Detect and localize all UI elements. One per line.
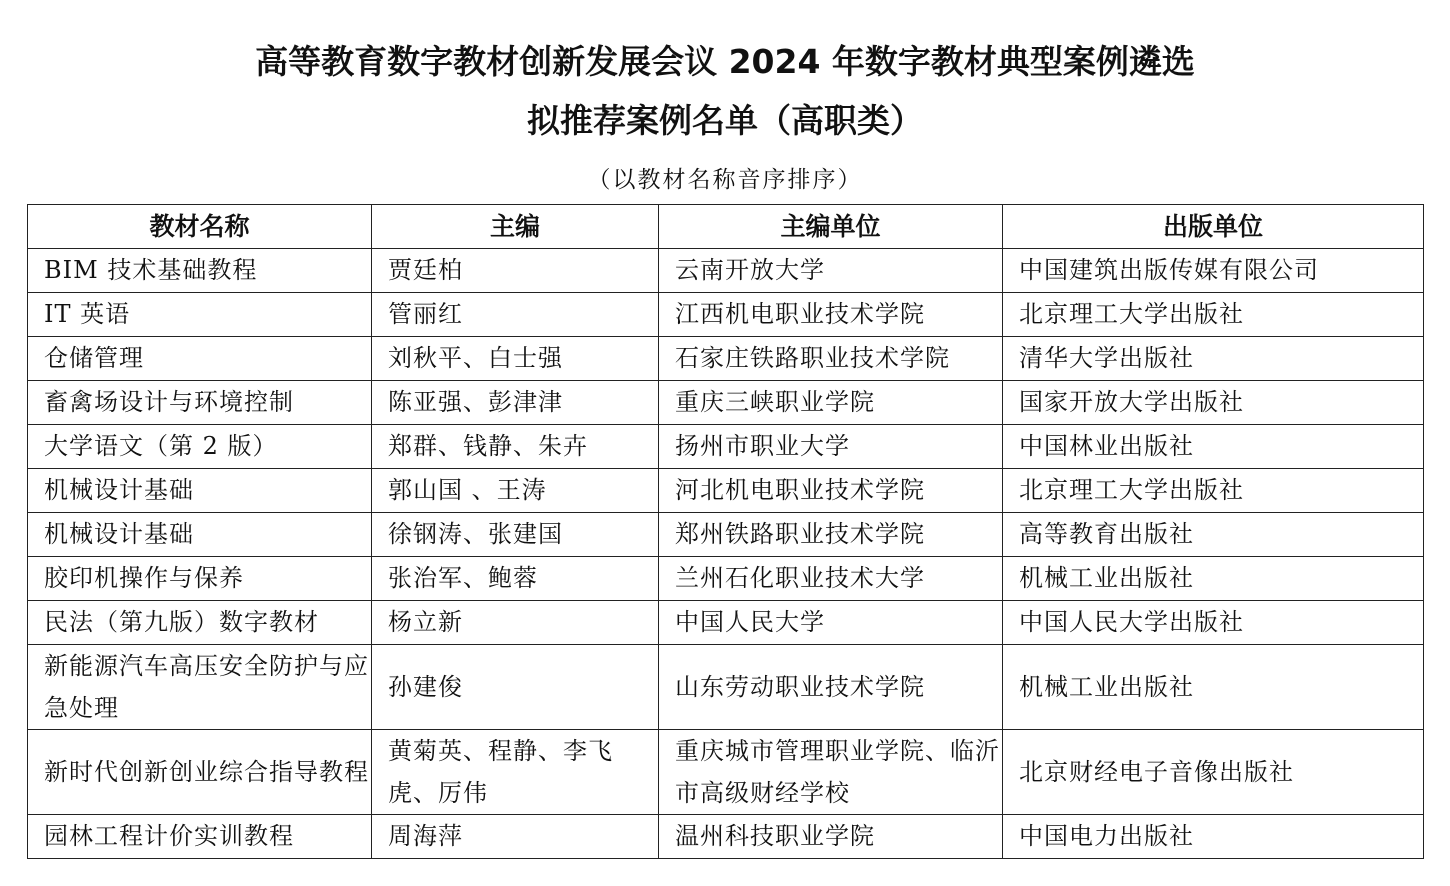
table-row (28, 425, 1424, 469)
cell-editor-institution: 云南开放大学 (659, 249, 1003, 293)
cell-textbook-name: 胶印机操作与保养 (28, 557, 372, 601)
cell-publisher: 北京财经电子音像出版社 (1003, 730, 1424, 815)
cell-textbook-name: 园林工程计价实训教程 (28, 815, 372, 859)
cell-publisher: 机械工业出版社 (1003, 645, 1424, 730)
table-header-row (28, 205, 1424, 249)
table-row (28, 469, 1424, 513)
cell-publisher: 北京理工大学出版社 (1003, 293, 1424, 337)
cell-editor-institution: 郑州铁路职业技术学院 (659, 513, 1003, 557)
header-editor-institution: 主编单位 (659, 205, 1003, 249)
cell-publisher: 国家开放大学出版社 (1003, 381, 1424, 425)
header-textbook-name: 教材名称 (28, 205, 372, 249)
cell-textbook-name: IT 英语 (28, 293, 372, 337)
case-list-table (27, 204, 1424, 859)
cell-chief-editor: 刘秋平、白士强 (372, 337, 659, 381)
cell-chief-editor: 贾廷柏 (372, 249, 659, 293)
cell-publisher: 高等教育出版社 (1003, 513, 1424, 557)
table-row (28, 249, 1424, 293)
cell-chief-editor: 周海萍 (372, 815, 659, 859)
cell-editor-institution: 兰州石化职业技术大学 (659, 557, 1003, 601)
cell-chief-editor: 陈亚强、彭津津 (372, 381, 659, 425)
cell-editor-institution: 河北机电职业技术学院 (659, 469, 1003, 513)
table-row (28, 293, 1424, 337)
cell-chief-editor: 郑群、钱静、朱卉 (372, 425, 659, 469)
cell-editor-institution: 江西机电职业技术学院 (659, 293, 1003, 337)
header-chief-editor: 主编 (372, 205, 659, 249)
cell-editor-institution: 石家庄铁路职业技术学院 (659, 337, 1003, 381)
cell-textbook-name: 新能源汽车高压安全防护与应急处理 (28, 645, 372, 730)
cell-textbook-name: BIM 技术基础教程 (28, 249, 372, 293)
cell-textbook-name: 新时代创新创业综合指导教程 (28, 730, 372, 815)
cell-textbook-name: 机械设计基础 (28, 513, 372, 557)
cell-publisher: 北京理工大学出版社 (1003, 469, 1424, 513)
cell-editor-institution: 重庆城市管理职业学院、临沂市高级财经学校 (659, 730, 1003, 815)
table-row (28, 645, 1424, 730)
cell-editor-institution: 温州科技职业学院 (659, 815, 1003, 859)
cell-publisher: 中国人民大学出版社 (1003, 601, 1424, 645)
cell-textbook-name: 机械设计基础 (28, 469, 372, 513)
cell-publisher: 中国建筑出版传媒有限公司 (1003, 249, 1424, 293)
cell-textbook-name: 大学语文（第 2 版） (28, 425, 372, 469)
cell-chief-editor: 管丽红 (372, 293, 659, 337)
cell-chief-editor: 孙建俊 (372, 645, 659, 730)
cell-textbook-name: 仓储管理 (28, 337, 372, 381)
cell-textbook-name: 畜禽场设计与环境控制 (28, 381, 372, 425)
cell-chief-editor: 张治军、鲍蓉 (372, 557, 659, 601)
cell-publisher: 清华大学出版社 (1003, 337, 1424, 381)
table-row (28, 601, 1424, 645)
cell-publisher: 中国电力出版社 (1003, 815, 1424, 859)
cell-publisher: 机械工业出版社 (1003, 557, 1424, 601)
cell-chief-editor: 徐钢涛、张建国 (372, 513, 659, 557)
table-row (28, 381, 1424, 425)
document-title-line-1: 高等教育数字教材创新发展会议 2024 年数字教材典型案例遴选 (255, 42, 1195, 81)
cell-editor-institution: 重庆三峡职业学院 (659, 381, 1003, 425)
cell-chief-editor: 杨立新 (372, 601, 659, 645)
cell-chief-editor: 郭山国 、王涛 (372, 469, 659, 513)
table-row (28, 513, 1424, 557)
cell-publisher: 中国林业出版社 (1003, 425, 1424, 469)
table-row (28, 815, 1424, 859)
table-row (28, 337, 1424, 381)
cell-editor-institution: 扬州市职业大学 (659, 425, 1003, 469)
table-row (28, 730, 1424, 815)
table-row (28, 557, 1424, 601)
cell-editor-institution: 中国人民大学 (659, 601, 1003, 645)
cell-chief-editor: 黄菊英、程静、李飞虎、厉伟 (372, 730, 659, 815)
header-publisher: 出版单位 (1003, 205, 1424, 249)
cell-textbook-name: 民法（第九版）数字教材 (28, 601, 372, 645)
document-title-line-2: 拟推荐案例名单（高职类） (527, 101, 923, 140)
sort-order-note: （以教材名称音序排序） (587, 167, 863, 193)
cell-editor-institution: 山东劳动职业技术学院 (659, 645, 1003, 730)
